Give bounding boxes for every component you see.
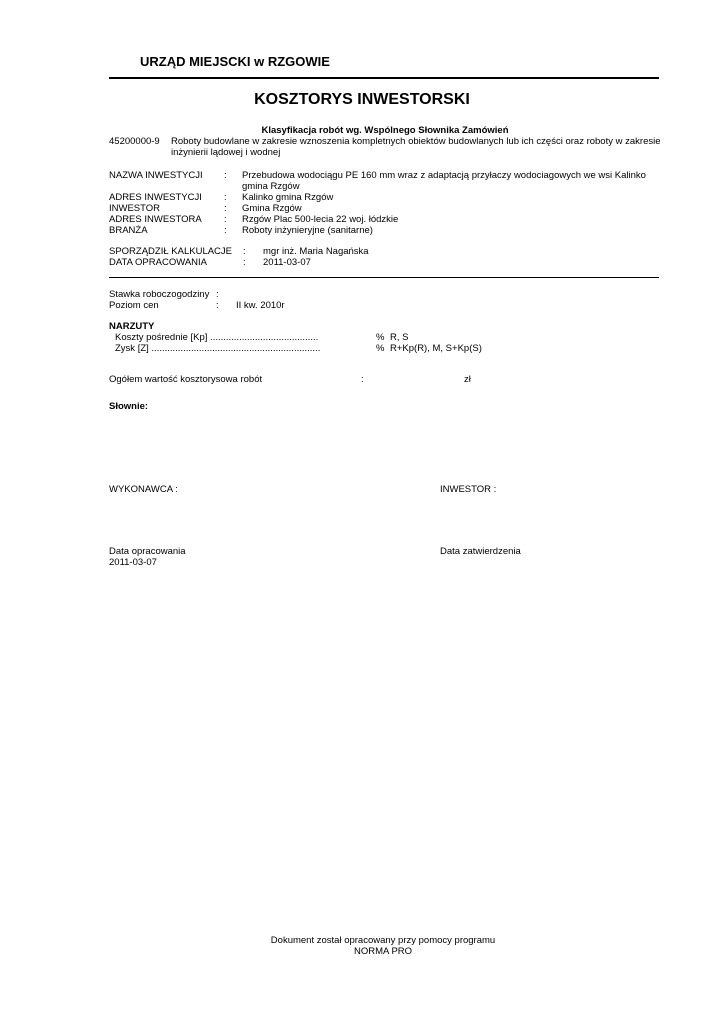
prepared-by-value: mgr inż. Maria Nagańska xyxy=(263,246,369,257)
investment-name-value: Przebudowa wodociągu PE 160 mm wraz z adaptacją przyłaczy wodociagowych we wsi Kalinko gmina Rzgów xyxy=(242,170,646,192)
prep-date-label: Data opracowania xyxy=(109,546,186,557)
profit-label: Zysk [Z] ................................................................ xyxy=(115,343,321,354)
investor-label: INWESTOR xyxy=(109,203,161,214)
header-rule xyxy=(109,77,659,79)
indirect-costs-basis: R, S xyxy=(390,332,409,343)
price-level-label: Poziom cen xyxy=(109,300,159,311)
investment-address-value: Kalinko gmina Rzgów xyxy=(242,192,334,203)
prepared-date-label: DATA OPRACOWANIA xyxy=(109,257,208,268)
in-words-label: Słownie: xyxy=(109,401,149,412)
prep-date-value: 2011-03-07 xyxy=(109,557,157,568)
separator: : xyxy=(216,289,219,300)
price-level-value: II kw. 2010r xyxy=(236,300,285,311)
separator: : xyxy=(243,257,246,268)
document-title: KOSZTORYS INWESTORSKI xyxy=(254,91,470,108)
separator: : xyxy=(224,203,227,214)
separator: : xyxy=(361,374,364,385)
approval-date-label: Data zatwierdzenia xyxy=(440,546,521,557)
investment-address-label: ADRES INWESTYCJI xyxy=(109,192,202,203)
branch-value: Roboty inżynieryjne (sanitarne) xyxy=(242,225,373,236)
separator: : xyxy=(243,246,246,257)
profit-unit: % xyxy=(376,343,385,354)
footer-line-1: Dokument został opracowany przy pomocy programu xyxy=(270,935,496,946)
contractor-label: WYKONAWCA : xyxy=(109,484,178,495)
investor-signature-label: INWESTOR : xyxy=(440,484,497,495)
separator: : xyxy=(224,214,227,225)
investor-value: Gmina Rzgów xyxy=(242,203,302,214)
investor-address-value: Rzgów Plac 500-lecia 22 woj. łódzkie xyxy=(242,214,399,225)
prepared-date-value: 2011-03-07 xyxy=(263,257,311,268)
branch-label: BRANŻA xyxy=(109,225,148,236)
footer-note xyxy=(0,935,724,957)
classification-description: Roboty budowlane w zakresie wznoszenia kompletnych obiektów budowlanych lub ich części oraz roboty w zakresie inżynierii lądowej i wodnej xyxy=(171,136,661,158)
separator: : xyxy=(224,170,227,181)
hourly-rate-label: Stawka roboczogodziny xyxy=(109,289,210,300)
markups-title: NARZUTY xyxy=(109,321,155,332)
prepared-by-label: SPORZĄDZIŁ KALKULACJE xyxy=(109,246,233,257)
separator: : xyxy=(216,300,219,311)
separator: : xyxy=(224,225,227,236)
section-rule xyxy=(109,277,659,278)
total-label: Ogółem wartość kosztorysowa robót xyxy=(109,374,263,385)
classification-title: Klasyfikacja robót wg. Wspólnego Słownika Zamówień xyxy=(261,125,509,136)
indirect-costs-label: Koszty pośrednie [Kp] ......................................... xyxy=(115,332,319,343)
investment-name-label: NAZWA INWESTYCJI xyxy=(109,170,203,181)
footer-line-2: NORMA PRO xyxy=(353,946,413,957)
separator: : xyxy=(224,192,227,203)
office-name: URZĄD MIEJSCKI w RZGOWIE xyxy=(140,54,330,69)
profit-basis: R+Kp(R), M, S+Kp(S) xyxy=(390,343,482,354)
indirect-costs-unit: % xyxy=(376,332,385,343)
investor-address-label: ADRES INWESTORA xyxy=(109,214,202,225)
total-currency: zł xyxy=(464,374,471,385)
classification-code: 45200000-9 xyxy=(109,136,160,147)
